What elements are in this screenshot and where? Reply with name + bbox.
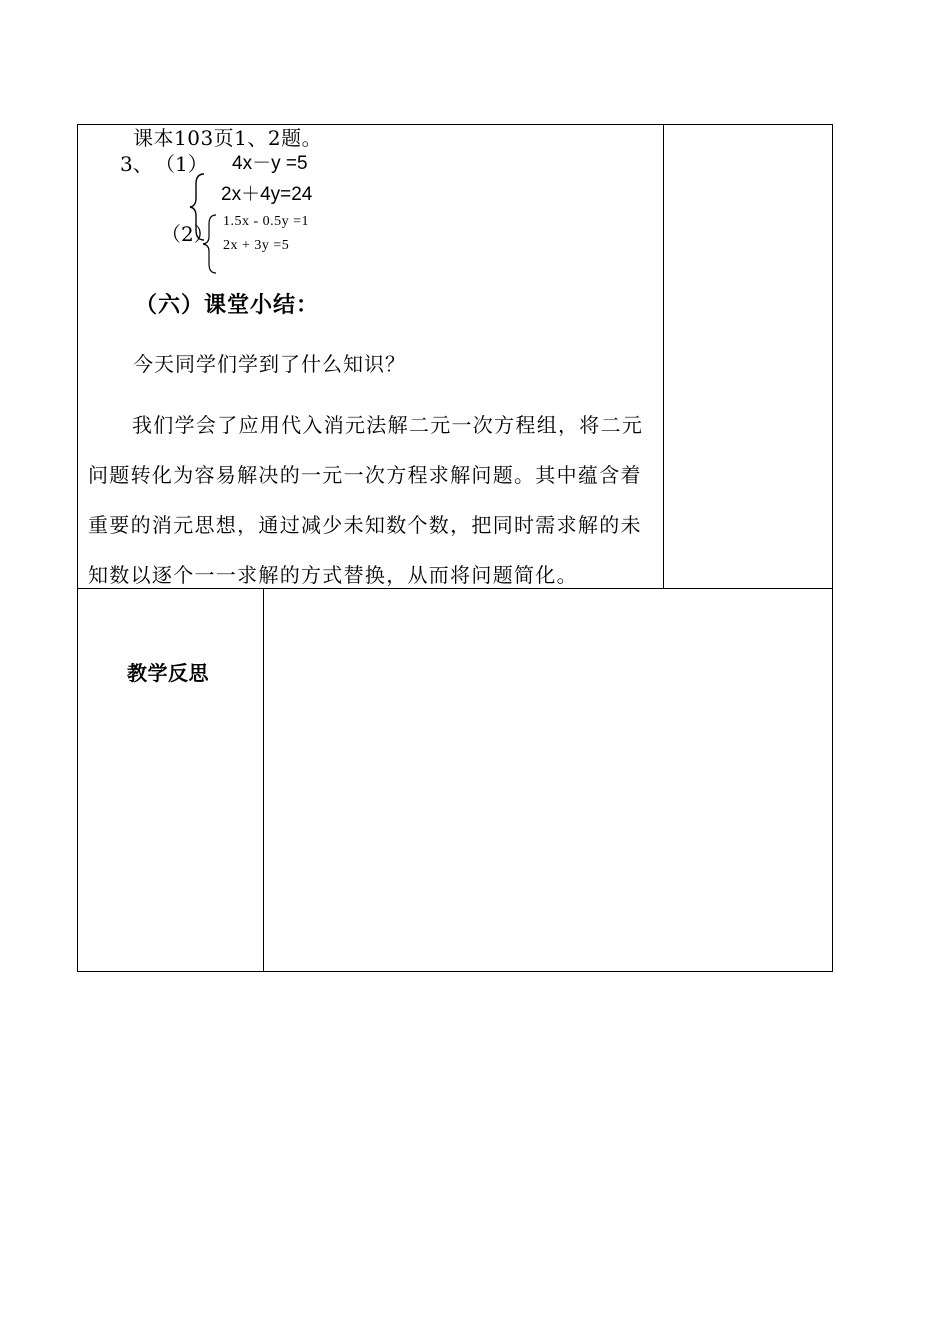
- part2-equation-2: 2x + 3y =5: [223, 238, 290, 253]
- reflection-content-cell: [264, 589, 832, 971]
- part2-equation-1: 1.5x - 0.5y =1: [223, 214, 310, 229]
- part1-label: （1）: [155, 152, 208, 176]
- part1-equation-1: 4x－y =5: [232, 153, 308, 174]
- table-col-divider-top: [663, 124, 664, 589]
- part2-label: （2）: [161, 222, 214, 246]
- problem-number: 3、: [120, 152, 153, 176]
- table-border-bottom: [77, 971, 833, 972]
- table-border-top: [77, 124, 833, 125]
- summary-heading: （六）课堂小结：: [135, 292, 320, 318]
- summary-question: 今天同学们学到了什么知识？: [133, 352, 406, 376]
- part1-equation-2: 2x＋4y=24: [221, 184, 313, 205]
- table-border-right: [832, 124, 833, 972]
- textbook-exercise-line: 课本103页1、2题。: [133, 126, 323, 150]
- reflection-label: 教学反思: [127, 661, 209, 685]
- left-brace-icon: [202, 213, 222, 275]
- summary-answer: 我们学会了应用代入消元法解二元一次方程组，将二元问题转化为容易解决的一元一次方程求解问题。其中蕴含着重要的消元思想，通过减少未知数个数，把同时需求解的未知数以逐个一一求解的方式替换，从而将问题简化。: [88, 413, 644, 587]
- table-border-left: [77, 124, 78, 972]
